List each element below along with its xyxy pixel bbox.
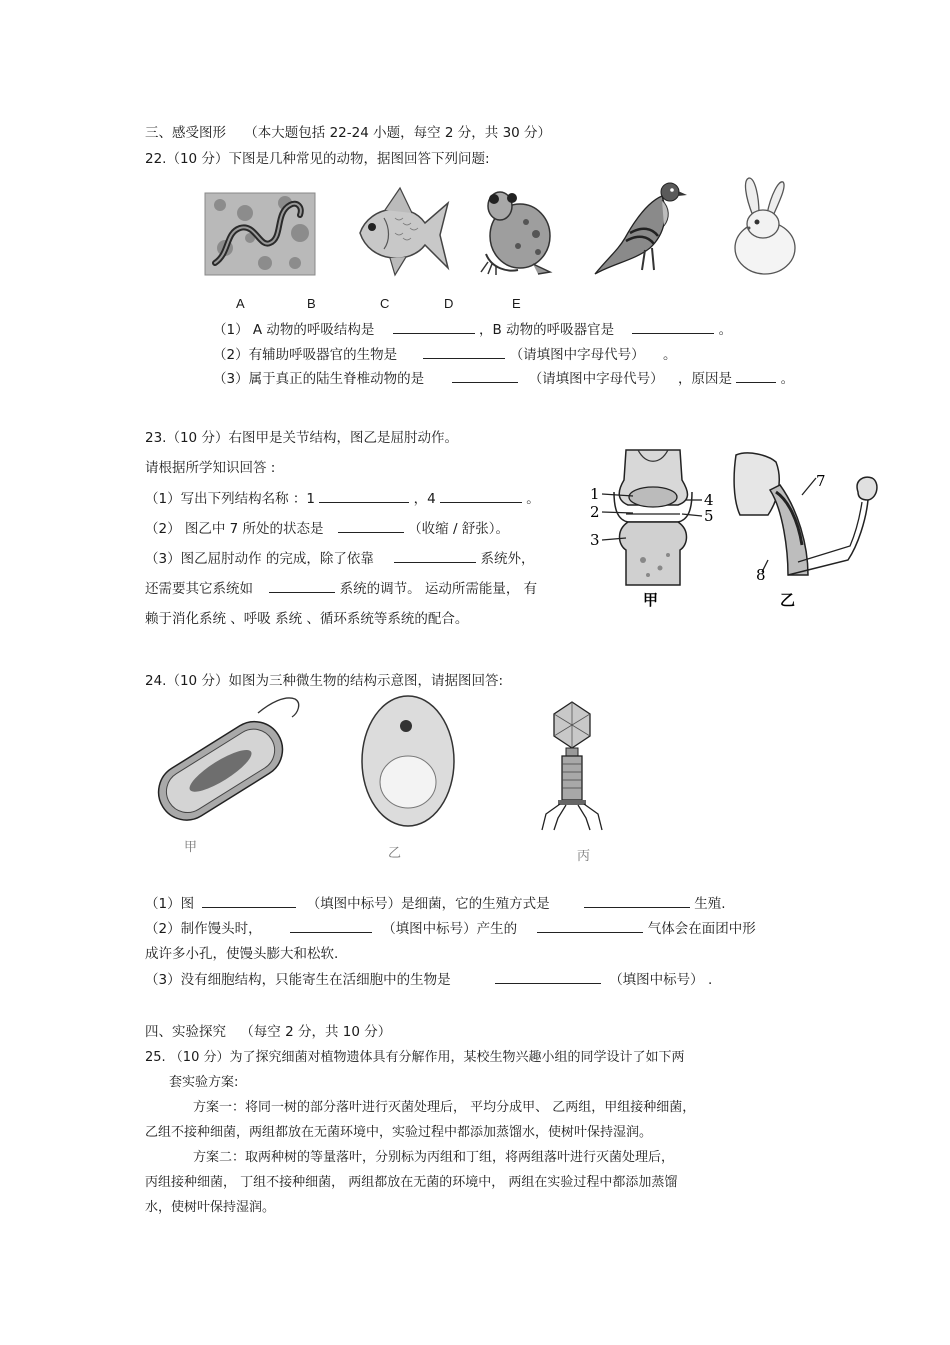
section4-title-text: 四、实验探究 <box>145 1024 226 1040</box>
joint-num-5: 5 <box>704 507 714 525</box>
q23-sub2 <box>145 517 509 537</box>
q23-sub1 <box>145 487 540 507</box>
q22-blank-5[interactable] <box>736 368 776 383</box>
arm-label-yi: 乙 <box>780 591 796 609</box>
q24-header: 24.（10 分）如图为三种微生物的结构示意图，请据图回答: <box>145 673 503 689</box>
q22-s3-end: 。 <box>780 371 795 387</box>
section-3-title <box>145 121 551 141</box>
q23-s2-text-b: （收缩 / 舒张）。 <box>408 521 510 537</box>
q24-s1-end: 生殖. <box>694 896 726 912</box>
q23-s3-text-c: 还需要其它系统如 <box>145 581 253 597</box>
q25-plan2-line1: 方案二：取两种树的等量落叶，分别标为丙组和丁组，将两组落叶进行灭菌处理后， <box>193 1150 675 1165</box>
q23-blank-2[interactable] <box>440 488 522 503</box>
q24-blank-2[interactable] <box>584 893 690 908</box>
q23-s1-end: 。 <box>526 491 540 507</box>
q22-s3-text-c: ，原因是 <box>677 371 732 387</box>
q24-blank-3[interactable] <box>290 918 372 933</box>
q24-sub2 <box>145 917 756 937</box>
q22-sub2 <box>213 343 676 363</box>
bacterium-image <box>140 695 310 830</box>
q23-s2-text: （2） 图乙中 7 所处的状态是 <box>145 521 324 537</box>
animal-a-snake-image <box>205 193 315 275</box>
q22-s1-text: （1） A 动物的呼吸结构是 <box>213 322 375 338</box>
q23-s3-text-d: 系统的调节。 运动所需能量， 有 <box>339 581 538 597</box>
q22-s2-text: （2）有辅助呼吸器官的生物是 <box>213 347 398 363</box>
animal-label-c: C <box>380 296 390 311</box>
q24-sub2-line2: 成许多小孔，使馒头膨大和松软. <box>145 946 339 962</box>
section-note-text: （本大题包括 22-24 小题，每空 2 分，共 30 分） <box>244 125 552 141</box>
q25-plan2-line2: 丙组接种细菌， 丁组不接种细菌， 两组都放在无菌的环境中， 两组在实验过程中都添加蒸馏 <box>145 1175 678 1190</box>
microbe-label-jia: 甲 <box>184 840 198 855</box>
animal-c-frog-image <box>478 184 558 276</box>
q22-blank-1[interactable] <box>393 319 475 334</box>
q24-s2-text-c: 气体会在面团中形 <box>647 921 756 937</box>
q22-s1-text-b: ，B 动物的呼吸器官是 <box>479 322 615 338</box>
q23-header: 23.（10 分）右图甲是关节结构，图乙是屈肘动作。 <box>145 430 458 446</box>
animal-b-fish-image <box>340 183 452 278</box>
section-4-title <box>145 1020 391 1040</box>
q22-sub3 <box>213 367 794 387</box>
q24-s2-text-b: （填图中标号）产生的 <box>382 921 518 937</box>
yeast-cell-image <box>358 692 458 830</box>
q22-blank-4[interactable] <box>452 368 518 383</box>
q23-blank-3[interactable] <box>338 518 404 533</box>
q24-blank-5[interactable] <box>495 969 601 984</box>
microbe-label-bing: 丙 <box>577 849 591 864</box>
animal-label-b: B <box>307 296 316 311</box>
q24-s1-text: （1）图 <box>145 896 195 912</box>
joint-label-jia: 甲 <box>643 591 659 609</box>
q23-blank-1[interactable] <box>319 488 409 503</box>
q24-s3-text: （3）没有细胞结构，只能寄生在活细胞中的生物是 <box>145 972 451 988</box>
q23-sub3 <box>145 547 534 567</box>
joint-num-3: 3 <box>590 531 600 549</box>
animal-label-e: E <box>512 296 521 311</box>
q23-sub3-line3: 赖于消化系统 、呼吸 系统 、循环系统等系统的配合。 <box>145 611 469 627</box>
section4-note-text: （每空 2 分，共 10 分） <box>240 1024 392 1040</box>
joint-num-4: 4 <box>704 491 714 509</box>
arm-num-8: 8 <box>756 566 766 584</box>
q22-s3-text-b: （请填图中字母代号） <box>528 371 664 387</box>
section-title-text: 三、感受图形 <box>145 125 226 141</box>
q23-s1-text: （1）写出下列结构名称 ：1 <box>145 491 315 507</box>
joint-diagram <box>588 450 728 610</box>
joint-num-2: 2 <box>590 503 600 521</box>
q25-plan2-line3: 水，使树叶保持湿润。 <box>145 1200 276 1215</box>
q24-blank-4[interactable] <box>537 918 643 933</box>
q23-blank-4[interactable] <box>394 548 476 563</box>
q25-plan1-line1: 方案一：将同一树的部分落叶进行灭菌处理后， 平均分成甲、 乙两组，甲组接种细菌， <box>193 1100 696 1115</box>
q23-s3-text: （3）图乙屈肘动作 的完成，除了依靠 <box>145 551 374 567</box>
q22-sub1 <box>213 318 732 338</box>
q25-header: 25. （10 分）为了探究细菌对植物遗体具有分解作用，某校生物兴趣小组的同学设计了如下两 <box>145 1050 685 1065</box>
q23-blank-5[interactable] <box>269 578 335 593</box>
arm-flex-diagram <box>728 450 888 610</box>
animal-label-d: D <box>444 296 454 311</box>
q24-s2-text: （2）制作馒头时， <box>145 921 262 937</box>
bacteriophage-image <box>532 702 612 832</box>
q22-s1-end: 。 <box>718 322 733 338</box>
joint-num-1: 1 <box>590 485 600 503</box>
animal-label-a: A <box>236 296 245 311</box>
q22-s3-text: （3）属于真正的陆生脊椎动物的是 <box>213 371 425 387</box>
q24-blank-1[interactable] <box>202 893 296 908</box>
animal-e-rabbit-image <box>727 176 799 278</box>
q22-s2-text-b: （请填图中字母代号） <box>509 347 645 363</box>
q22-blank-3[interactable] <box>423 344 505 359</box>
q23-sub3-line2 <box>145 577 537 597</box>
q22-blank-2[interactable] <box>632 319 714 334</box>
q23-s1-text-b: ，4 <box>413 491 436 507</box>
microbe-label-yi: 乙 <box>388 846 402 861</box>
q23-intro: 请根据所学知识回答 : <box>145 460 276 476</box>
q22-s2-end: 。 <box>662 347 677 363</box>
q25-header-2: 套实验方案: <box>169 1075 239 1090</box>
animal-d-pigeon-image <box>590 178 690 278</box>
arm-num-7: 7 <box>816 472 826 490</box>
q24-sub3 <box>145 968 712 988</box>
q24-s1-text-b: （填图中标号）是细菌，它的生殖方式是 <box>306 896 550 912</box>
q24-s3-text-b: （填图中标号） . <box>609 972 713 988</box>
q25-plan1-line2: 乙组不接种细菌，两组都放在无菌环境中，实验过程中都添加蒸馏水，使树叶保持湿润。 <box>145 1125 653 1140</box>
q24-sub1 <box>145 892 726 912</box>
q23-s3-text-b: 系统外， <box>480 551 535 567</box>
q22-header: 22.（10 分）下图是几种常见的动物，据图回答下列问题: <box>145 151 490 167</box>
